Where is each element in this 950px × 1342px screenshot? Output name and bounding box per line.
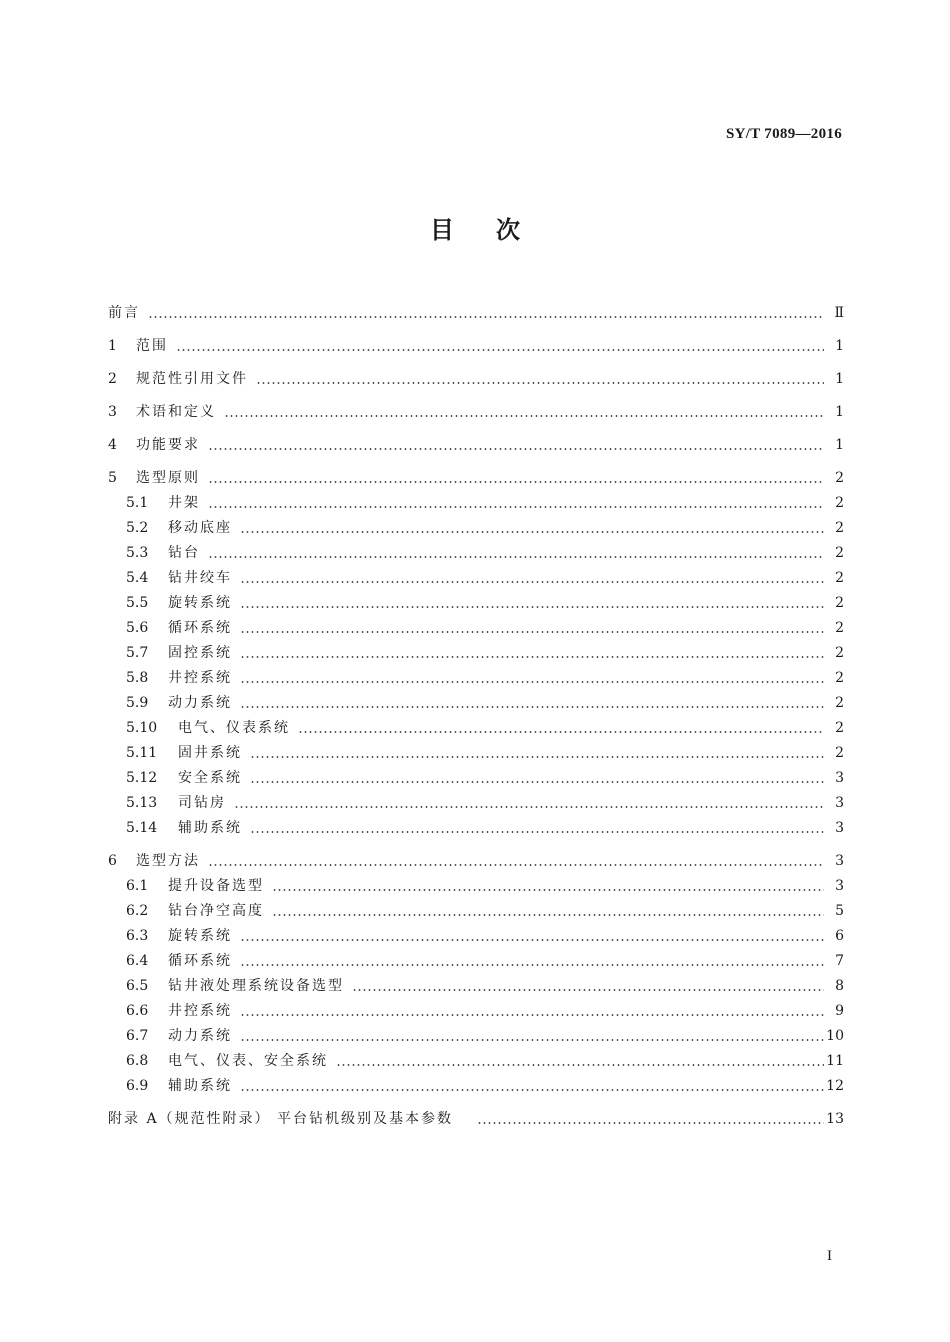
toc-entry-page: 2 bbox=[835, 545, 844, 561]
toc-entry-page: 3 bbox=[835, 853, 844, 869]
page-number: I bbox=[827, 1248, 832, 1264]
leader-dots bbox=[234, 806, 824, 808]
toc-entry-page: 3 bbox=[835, 795, 844, 811]
leader-dots bbox=[240, 631, 824, 633]
leader-dots bbox=[240, 706, 824, 708]
toc-entry-page: 2 bbox=[835, 670, 844, 686]
toc-entry-number: 4 bbox=[108, 437, 117, 453]
toc-entry-number: 5.14 bbox=[126, 820, 158, 836]
toc-entry[interactable] bbox=[108, 322, 844, 355]
toc-entry-text: 固控系统 bbox=[168, 645, 232, 661]
leader-dots bbox=[224, 415, 824, 417]
table-of-contents bbox=[108, 294, 844, 1128]
leader-dots bbox=[240, 581, 824, 583]
toc-entry-number: 5.5 bbox=[126, 595, 149, 611]
toc-entry-text: 固井系统 bbox=[178, 745, 242, 761]
toc-subentry[interactable] bbox=[108, 920, 844, 945]
toc-entry-text: 循环系统 bbox=[168, 620, 232, 636]
toc-entry-text: 井架 bbox=[168, 495, 200, 511]
toc-entry-text: 旋转系统 bbox=[168, 928, 232, 944]
toc-entry-page: 1 bbox=[835, 404, 844, 420]
toc-entry-text: 选型原则 bbox=[136, 470, 200, 486]
toc-entry-page: 8 bbox=[835, 978, 844, 994]
leader-dots bbox=[272, 889, 824, 891]
leader-dots bbox=[208, 506, 824, 508]
toc-entry-number: 6.4 bbox=[126, 953, 149, 969]
leader-dots bbox=[250, 756, 824, 758]
toc-entry-page: 1 bbox=[835, 437, 844, 453]
leader-dots bbox=[240, 681, 824, 683]
toc-entry-number: 5.6 bbox=[126, 620, 149, 636]
page-title bbox=[0, 210, 950, 245]
toc-subentry[interactable] bbox=[108, 537, 844, 562]
leader-dots bbox=[352, 989, 824, 991]
leader-dots bbox=[240, 1039, 824, 1041]
toc-entry-text: 提升设备选型 bbox=[168, 878, 264, 894]
toc-entry-text: 辅助系统 bbox=[178, 820, 242, 836]
toc-entry-number: 6.5 bbox=[126, 978, 149, 994]
toc-subentry[interactable] bbox=[108, 1070, 844, 1095]
toc-subentry[interactable] bbox=[108, 1045, 844, 1070]
toc-entry-number: 6.8 bbox=[126, 1053, 149, 1069]
toc-entry-page: 2 bbox=[835, 595, 844, 611]
toc-subentry[interactable] bbox=[108, 737, 844, 762]
toc-entry-text: 术语和定义 bbox=[136, 404, 216, 420]
toc-subentry[interactable] bbox=[108, 512, 844, 537]
toc-entry-number: 6.2 bbox=[126, 903, 149, 919]
toc-entry-page: 2 bbox=[835, 645, 844, 661]
toc-subentry[interactable] bbox=[108, 870, 844, 895]
toc-entry-number: 5.2 bbox=[126, 520, 149, 536]
toc-subentry[interactable] bbox=[108, 637, 844, 662]
toc-entry-number: 5.9 bbox=[126, 695, 149, 711]
leader-dots bbox=[336, 1064, 824, 1066]
toc-entry-number: 5.12 bbox=[126, 770, 158, 786]
leader-dots bbox=[250, 831, 824, 833]
toc-entry-number: 6.9 bbox=[126, 1078, 149, 1094]
toc-entry-number: 6.7 bbox=[126, 1028, 149, 1044]
toc-entry-number: 2 bbox=[108, 371, 117, 387]
toc-entry-page: 2 bbox=[835, 695, 844, 711]
title-char-1: 目 bbox=[430, 216, 454, 244]
toc-subentry[interactable] bbox=[108, 712, 844, 737]
toc-entry[interactable] bbox=[108, 837, 844, 870]
toc-entry-number: 6.3 bbox=[126, 928, 149, 944]
toc-entry-page: 7 bbox=[835, 953, 844, 969]
toc-entry-number: 5 bbox=[108, 470, 117, 486]
toc-entry-number: 6.6 bbox=[126, 1003, 149, 1019]
toc-entry-text: 旋转系统 bbox=[168, 595, 232, 611]
leader-dots bbox=[240, 1089, 824, 1091]
leader-dots bbox=[240, 939, 824, 941]
leader-dots bbox=[176, 349, 824, 351]
title-char-2: 次 bbox=[496, 216, 520, 244]
toc-subentry[interactable] bbox=[108, 662, 844, 687]
toc-entry[interactable] bbox=[108, 355, 844, 388]
toc-subentry[interactable] bbox=[108, 562, 844, 587]
standard-code: SY/T 7089—2016 bbox=[725, 126, 842, 142]
toc-entry-number: 5.4 bbox=[126, 570, 149, 586]
toc-entry-page: 3 bbox=[835, 878, 844, 894]
toc-entry-text: 电气、仪表、安全系统 bbox=[168, 1053, 328, 1069]
toc-subentry[interactable] bbox=[108, 587, 844, 612]
leader-dots bbox=[240, 964, 824, 966]
toc-subentry[interactable] bbox=[108, 895, 844, 920]
toc-entry-text: 钻台净空高度 bbox=[168, 903, 264, 919]
toc-entry-page: Ⅱ bbox=[834, 305, 844, 321]
toc-subentry[interactable] bbox=[108, 970, 844, 995]
toc-entry-text: 动力系统 bbox=[168, 695, 232, 711]
leader-dots bbox=[477, 1122, 824, 1124]
toc-entry-page: 2 bbox=[835, 570, 844, 586]
toc-entry-text: 井控系统 bbox=[168, 1003, 232, 1019]
toc-entry-text: 电气、仪表系统 bbox=[178, 720, 290, 736]
toc-entry-text: 选型方法 bbox=[136, 853, 200, 869]
toc-entry-page: 5 bbox=[835, 903, 844, 919]
toc-entry-page: 3 bbox=[835, 820, 844, 836]
toc-entry-page: 11 bbox=[826, 1053, 844, 1069]
toc-entry-text: 规范性引用文件 bbox=[136, 371, 248, 387]
toc-entry-number: 5.11 bbox=[126, 745, 158, 761]
toc-entry-text: 司钻房 bbox=[178, 795, 226, 811]
toc-entry-number: 5.8 bbox=[126, 670, 149, 686]
toc-entry-text: 前言 bbox=[108, 305, 140, 321]
toc-subentry[interactable] bbox=[108, 487, 844, 512]
toc-entry-number: 6.1 bbox=[126, 878, 149, 894]
toc-subentry[interactable] bbox=[108, 1020, 844, 1045]
toc-entry-page: 2 bbox=[835, 520, 844, 536]
toc-entry-appendix-a[interactable] bbox=[108, 1095, 844, 1128]
toc-subentry[interactable] bbox=[108, 995, 844, 1020]
toc-entry-text: 安全系统 bbox=[178, 770, 242, 786]
toc-entry-page: 9 bbox=[835, 1003, 844, 1019]
toc-entry[interactable] bbox=[108, 454, 844, 487]
toc-entry-text: 范围 bbox=[136, 338, 168, 354]
leader-dots bbox=[298, 731, 824, 733]
leader-dots bbox=[240, 606, 824, 608]
toc-subentry[interactable] bbox=[108, 812, 844, 837]
toc-subentry[interactable] bbox=[108, 787, 844, 812]
toc-entry-page: 1 bbox=[835, 338, 844, 354]
toc-entry-text: 移动底座 bbox=[168, 520, 232, 536]
toc-entry-number: 5.1 bbox=[126, 495, 149, 511]
toc-entry-text: 循环系统 bbox=[168, 953, 232, 969]
leader-dots bbox=[208, 481, 824, 483]
toc-entry-number: 1 bbox=[108, 338, 117, 354]
toc-entry-number: 5.13 bbox=[126, 795, 158, 811]
toc-entry-page: 2 bbox=[835, 720, 844, 736]
toc-entry[interactable] bbox=[108, 388, 844, 421]
leader-dots bbox=[272, 914, 824, 916]
toc-entry-page: 2 bbox=[835, 620, 844, 636]
leader-dots bbox=[240, 531, 824, 533]
toc-entry-page: 6 bbox=[835, 928, 844, 944]
toc-entry-text: 钻井液处理系统设备选型 bbox=[168, 978, 344, 994]
toc-entry-text: 钻台 bbox=[168, 545, 200, 561]
leader-dots bbox=[250, 781, 824, 783]
toc-entry-number: 5.10 bbox=[126, 720, 158, 736]
toc-entry-number: 6 bbox=[108, 853, 117, 869]
leader-dots bbox=[148, 316, 824, 318]
toc-subentry[interactable] bbox=[108, 612, 844, 637]
toc-entry-text: 附录 A（规范性附录） 平台钻机级别及基本参数 bbox=[108, 1111, 454, 1127]
toc-entry-number: 3 bbox=[108, 404, 117, 420]
toc-entry-text: 井控系统 bbox=[168, 670, 232, 686]
toc-entry-text: 功能要求 bbox=[136, 437, 200, 453]
toc-entry-page: 10 bbox=[826, 1028, 844, 1044]
toc-entry-page: 2 bbox=[835, 495, 844, 511]
toc-entry-number: 5.3 bbox=[126, 545, 149, 561]
toc-entry-page: 13 bbox=[826, 1111, 844, 1127]
toc-entry-text: 动力系统 bbox=[168, 1028, 232, 1044]
toc-subentry[interactable] bbox=[108, 687, 844, 712]
toc-entry-page: 12 bbox=[826, 1078, 844, 1094]
toc-entry-number: 5.7 bbox=[126, 645, 149, 661]
toc-entry[interactable] bbox=[108, 421, 844, 454]
leader-dots bbox=[208, 448, 824, 450]
toc-entry-page: 3 bbox=[835, 770, 844, 786]
leader-dots bbox=[240, 656, 824, 658]
leader-dots bbox=[256, 382, 824, 384]
toc-entry-page: 2 bbox=[835, 745, 844, 761]
leader-dots bbox=[208, 556, 824, 558]
toc-entry-page: 1 bbox=[835, 371, 844, 387]
toc-entry-text: 辅助系统 bbox=[168, 1078, 232, 1094]
toc-entry-text: 钻井绞车 bbox=[168, 570, 232, 586]
leader-dots bbox=[208, 864, 824, 866]
toc-entry-foreword[interactable] bbox=[108, 294, 844, 322]
toc-subentry[interactable] bbox=[108, 762, 844, 787]
toc-entry-page: 2 bbox=[835, 470, 844, 486]
toc-subentry[interactable] bbox=[108, 945, 844, 970]
leader-dots bbox=[240, 1014, 824, 1016]
